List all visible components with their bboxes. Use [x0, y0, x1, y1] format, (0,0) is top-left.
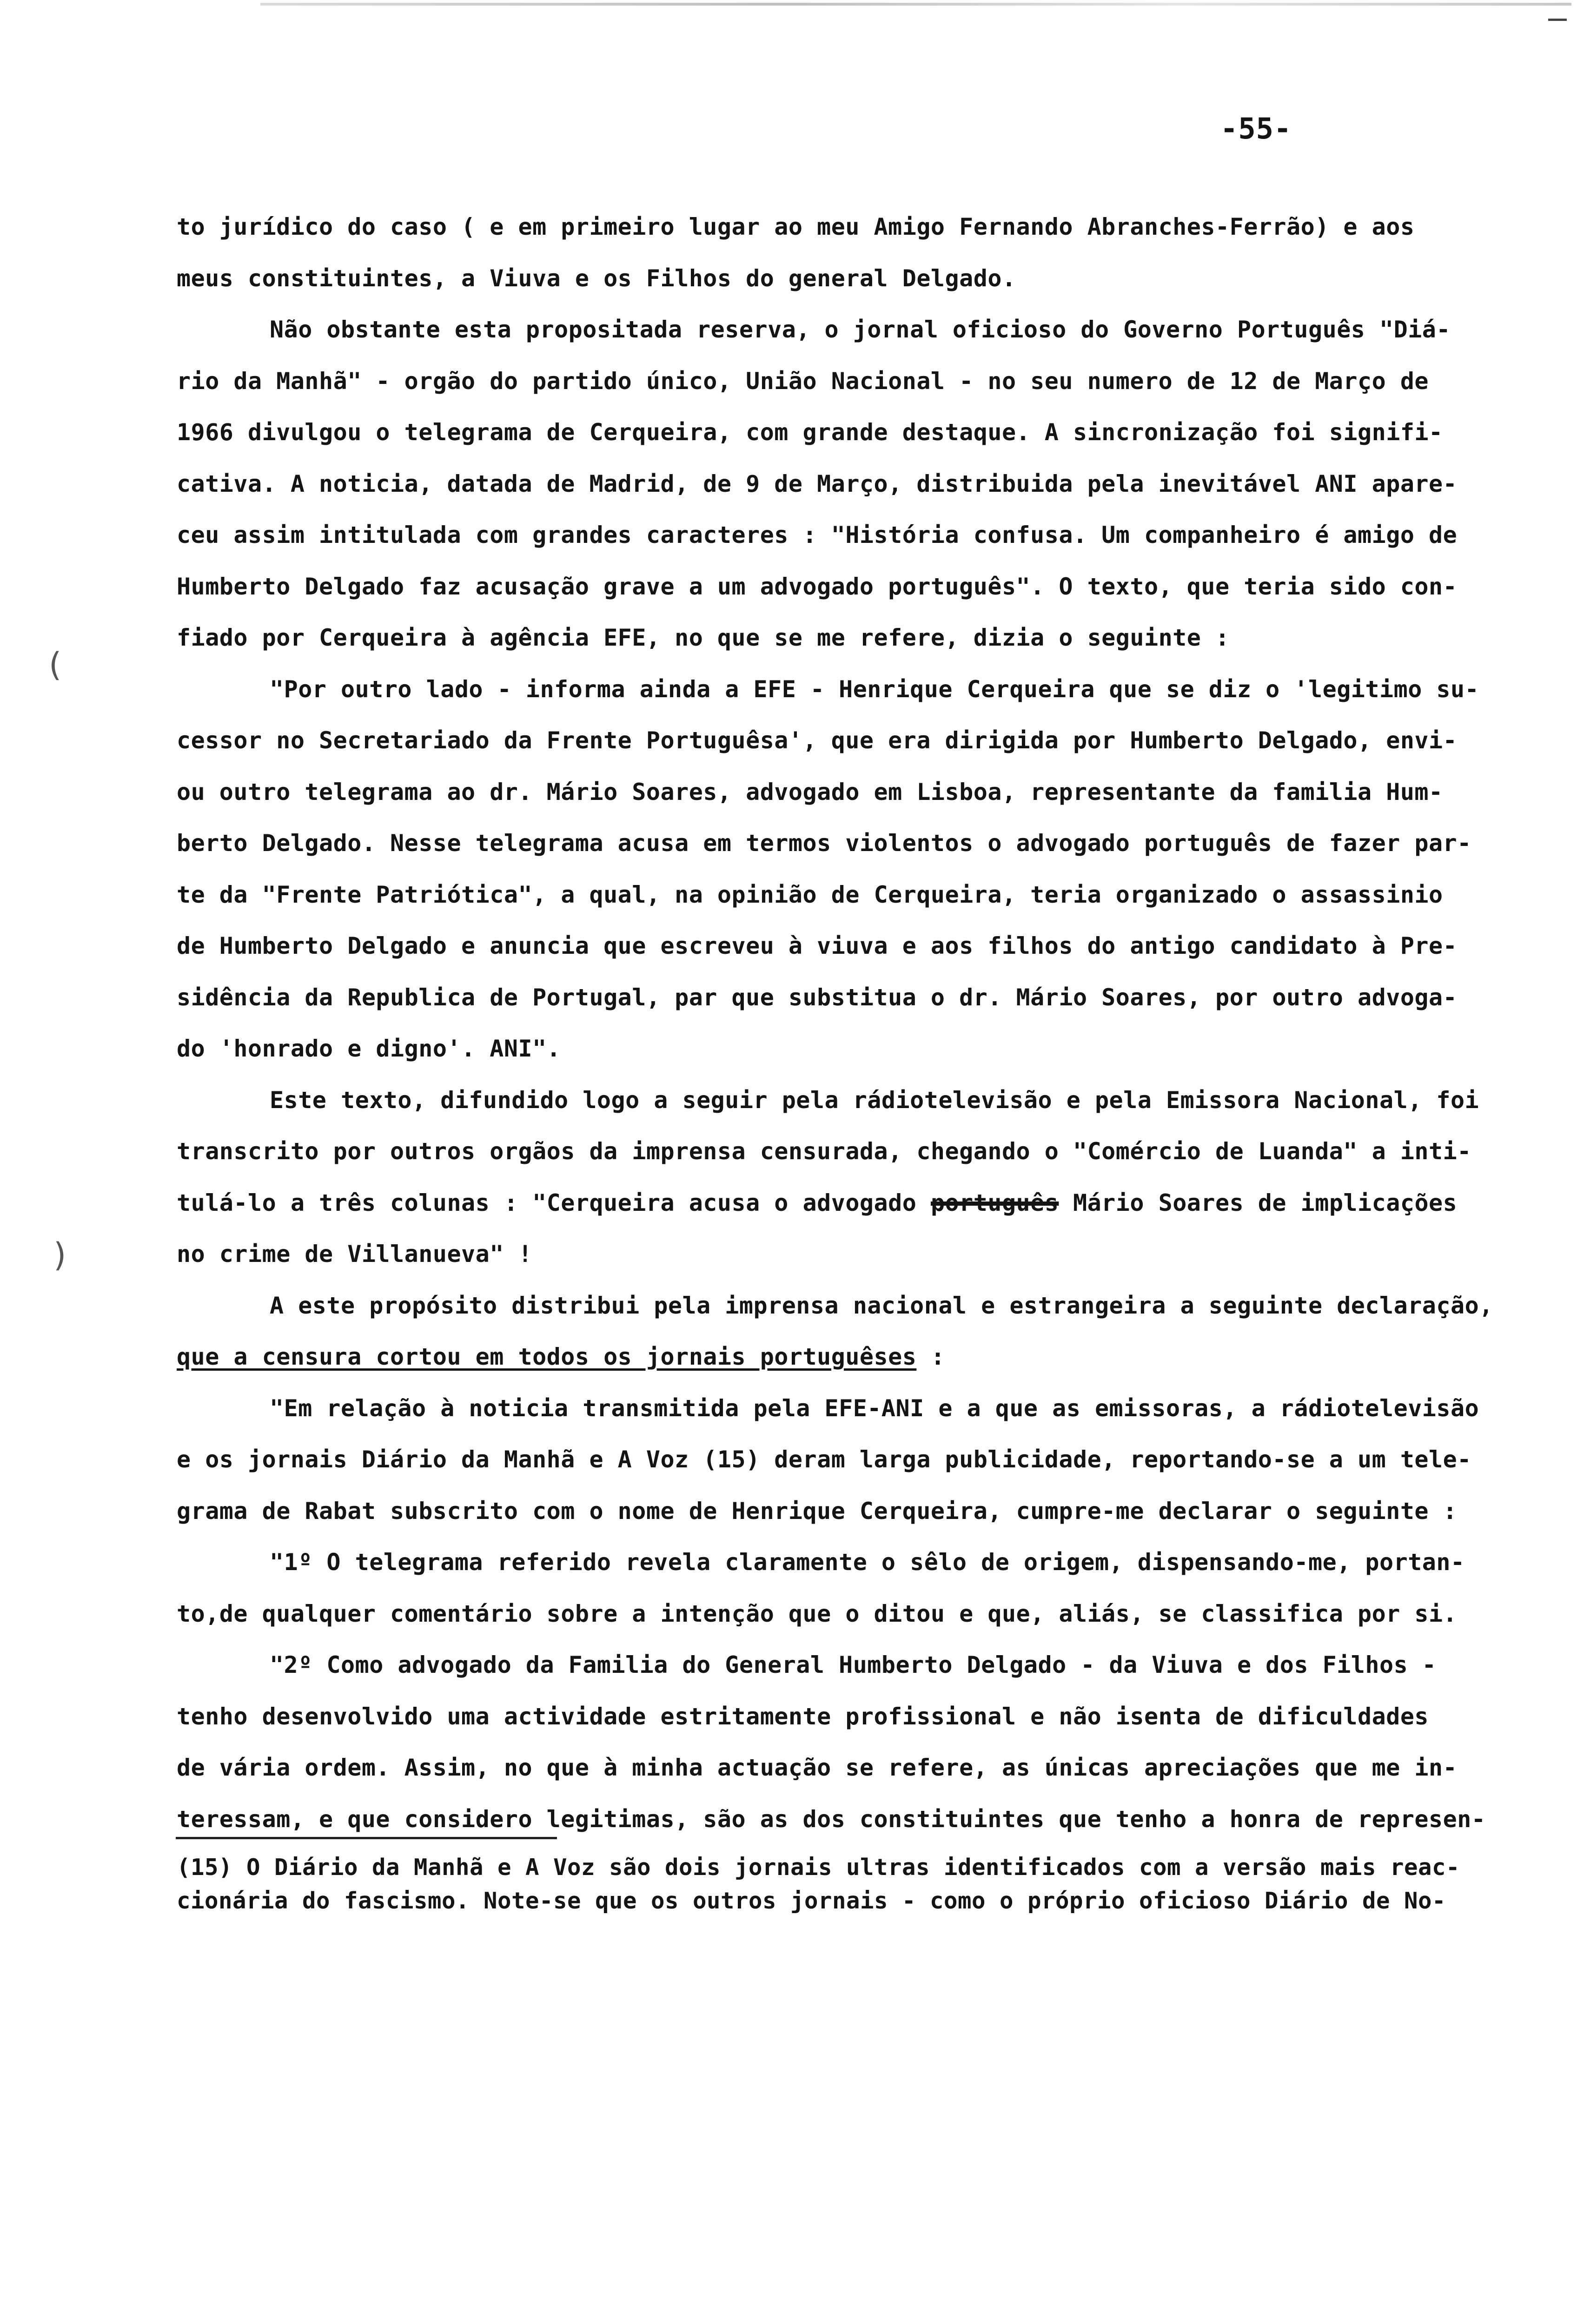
- text-line: [270, 1393, 1479, 1424]
- line-text: "1º O telegrama referido revela claramente o sêlo de origem, dispensando-me, portan-: [270, 1549, 1465, 1576]
- line-text: no crime de Villanueva" !: [177, 1241, 533, 1268]
- line-text: tulá-lo a três colunas : "Cerqueira acusa o advogado: [177, 1189, 931, 1216]
- text-line: [177, 879, 1443, 910]
- text-line: [270, 674, 1479, 705]
- struck-word: português: [930, 1189, 1059, 1216]
- line-text: 1966 divulgou o telegrama de Cerqueira, com grande destaque. A sincronização foi signifi-: [177, 419, 1443, 446]
- text-line: [177, 417, 1443, 448]
- text-line: [270, 1085, 1479, 1116]
- line-text: transcrito por outros orgãos da imprensa censurada, chegando o "Comércio de Luanda" a inti-: [177, 1138, 1471, 1165]
- line-text: Este texto, difundido logo a seguir pela rádiotelevisão e pela Emissora Nacional, foi: [270, 1086, 1479, 1114]
- line-text-continued: :: [916, 1343, 945, 1370]
- line-text: do 'honrado e digno'. ANI".: [177, 1035, 561, 1062]
- line-text: "Por outro lado - informa ainda a EFE - Henrique Cerqueira que se diz o 'legitimo su-: [270, 675, 1479, 703]
- text-line: [177, 1341, 945, 1372]
- line-text: to,de qualquer comentário sobre a intenção que o ditou e que, aliás, se classifica por si.: [177, 1600, 1458, 1627]
- line-text: grama de Rabat subscrito com o nome de Henrique Cerqueira, cumpre-me declarar o seguinte :: [177, 1497, 1458, 1525]
- text-line: [177, 520, 1457, 550]
- scan-edge-mark: [1548, 19, 1567, 21]
- line-text: te da "Frente Patriótica", a qual, na opinião de Cerqueira, teria organizado o assassinio: [177, 881, 1443, 908]
- text-line: [177, 622, 1230, 653]
- text-line: [177, 1804, 1485, 1835]
- text-line: [177, 1752, 1457, 1783]
- line-text: teressam, e que considero legitimas, são as dos constituintes que tenho a honra de represen-: [177, 1805, 1486, 1833]
- text-line: [177, 1496, 1457, 1526]
- text-line: [177, 366, 1429, 396]
- scan-edge-rule: [260, 3, 1571, 6]
- text-line: [177, 211, 1414, 242]
- line-text: fiado por Cerqueira à agência EFE, no que se me refere, dizia o seguinte :: [177, 624, 1230, 651]
- text-line: [177, 931, 1457, 961]
- line-text: cessor no Secretariado da Frente Portuguêsa', que era dirigida por Humberto Delgado, envi-: [177, 727, 1458, 754]
- text-line: [270, 1650, 1436, 1680]
- line-text: berto Delgado. Nesse telegrama acusa em termos violentos o advogado português de fazer par-: [177, 830, 1471, 857]
- text-line: [177, 725, 1457, 756]
- line-text: rio da Manhã" - orgão do partido único, União Nacional - no seu numero de 12 de Março de: [177, 367, 1429, 395]
- footnote-line: (15) O Diário da Manhã e A Voz são dois jornais ultras identificados com a versão mais reac-: [177, 1854, 1460, 1881]
- underlined-text: que a censura cortou em todos os jornais portuguêses: [177, 1343, 917, 1370]
- line-text: A este propósito distribui pela imprensa nacional e estrangeira a seguinte declaração,: [270, 1292, 1493, 1319]
- line-text: Humberto Delgado faz acusação grave a um advogado português". O texto, que teria sido con-: [177, 573, 1458, 600]
- text-line: [177, 1598, 1457, 1629]
- footnote-line: cionária do fascismo. Note-se que os outros jornais - como o próprio oficioso Diário de No-: [177, 1888, 1446, 1914]
- line-text: ceu assim intitulada com grandes caracteres : "História confusa. Um companheiro é amigo de: [177, 522, 1458, 548]
- margin-bracket-mark: (: [49, 646, 62, 684]
- line-text: e os jornais Diário da Manhã e A Voz (15) deram larga publicidade, reportando-se a um tele-: [177, 1446, 1471, 1473]
- text-line: [177, 1033, 561, 1064]
- text-line: [270, 1547, 1465, 1578]
- margin-bracket-mark: ): [53, 1236, 66, 1274]
- line-text: cativa. A noticia, datada de Madrid, de 9 de Março, distribuida pela inevitável ANI apare-: [177, 470, 1458, 497]
- footnote-separator: [176, 1837, 557, 1839]
- line-text: to jurídico do caso ( e em primeiro lugar ao meu Amigo Fernando Abranches-Ferrão) e aos: [177, 213, 1415, 240]
- page-number: -55-: [1220, 112, 1292, 145]
- line-text: de Humberto Delgado e anuncia que escreveu à viuva e aos filhos do antigo candidato à Pre-: [177, 932, 1458, 959]
- text-line: [270, 314, 1451, 345]
- line-text: ou outro telegrama ao dr. Mário Soares, advogado em Lisboa, representante da familia Hum-: [177, 778, 1443, 805]
- line-text: tenho desenvolvido uma actividade estritamente profissional e não isenta de dificuldades: [177, 1703, 1429, 1730]
- text-line: [270, 1290, 1493, 1321]
- line-text: "Em relação à noticia transmitida pela EFE-ANI e a que as emissoras, a rádiotelevisão: [270, 1394, 1479, 1422]
- text-line: [177, 1188, 1457, 1218]
- text-line: [177, 571, 1457, 602]
- text-line: [177, 469, 1457, 499]
- text-line: [177, 1444, 1471, 1475]
- line-text: "2º Como advogado da Familia do General Humberto Delgado - da Viuva e dos Filhos -: [270, 1651, 1437, 1678]
- text-line: [177, 1136, 1471, 1167]
- line-text: sidência da Republica de Portugal, par que substitua o dr. Mário Soares, por outro advoga-: [177, 984, 1458, 1011]
- text-line: [177, 982, 1457, 1013]
- text-line: [177, 828, 1471, 858]
- text-line: [177, 1701, 1429, 1732]
- line-text: meus constituintes, a Viuva e os Filhos do general Delgado.: [177, 264, 1016, 292]
- text-line: [177, 1239, 532, 1269]
- line-text: de vária ordem. Assim, no que à minha actuação se refere, as únicas apreciações que me in-: [177, 1754, 1458, 1781]
- text-line: [177, 777, 1443, 807]
- line-text: Não obstante esta propositada reserva, o jornal oficioso do Governo Português "Diá-: [270, 316, 1451, 343]
- text-line: [177, 263, 1016, 294]
- line-text-continued: Mário Soares de implicações: [1059, 1189, 1458, 1216]
